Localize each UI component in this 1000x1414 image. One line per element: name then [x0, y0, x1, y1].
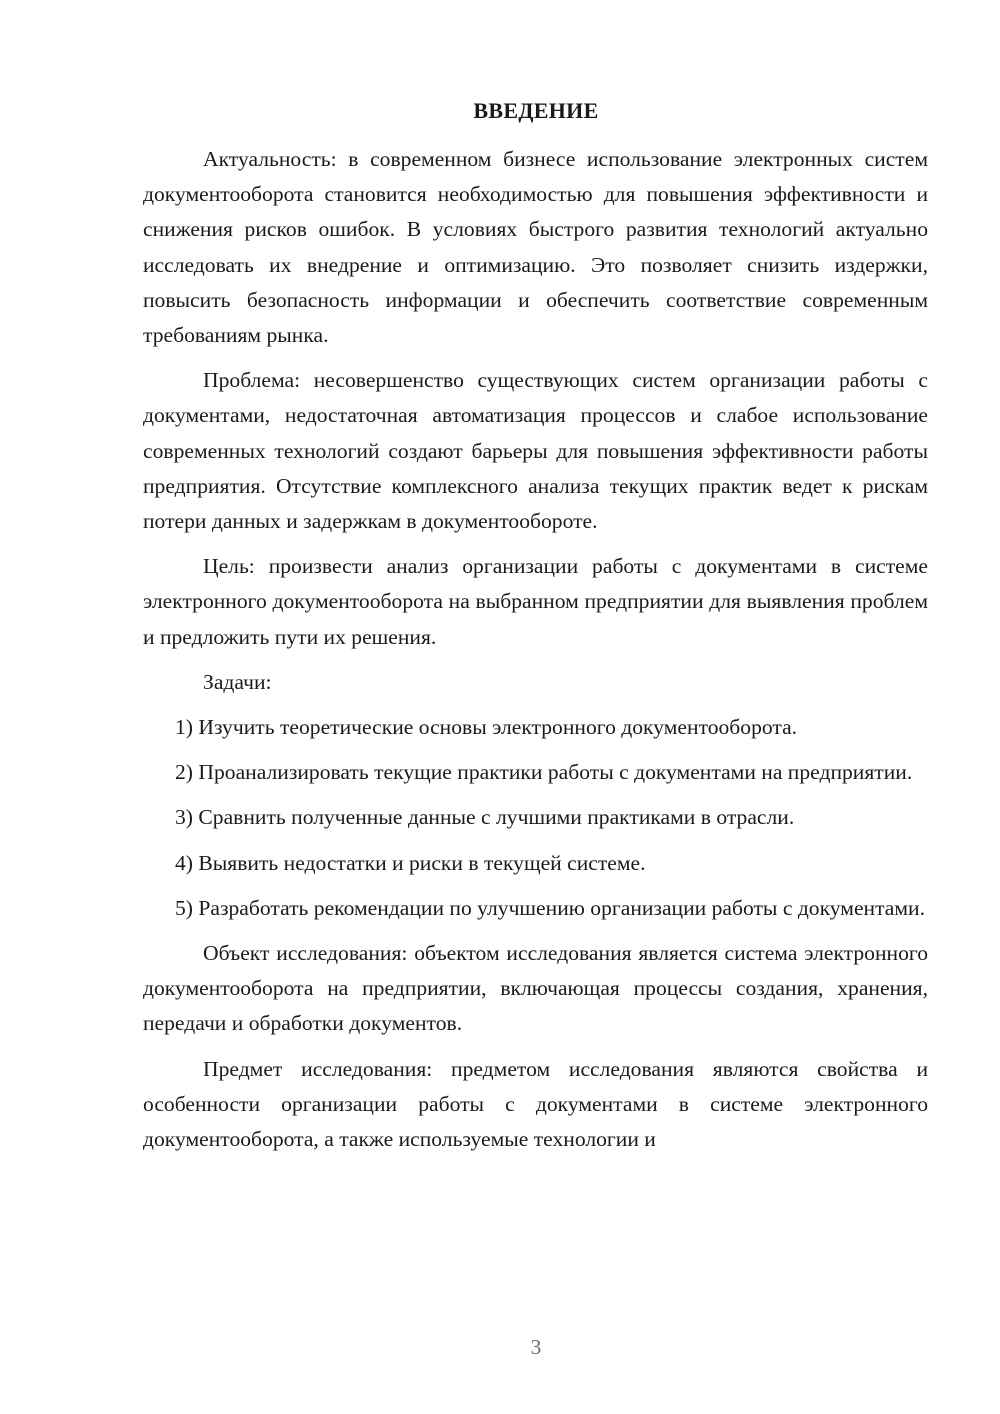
page-title: ВВЕДЕНИЕ — [473, 98, 599, 123]
paragraph-object: Объект исследования: объектом исследования является система электронного документооборота на предприятии, включающая процессы создания, хранения, передачи и обработки документов. — [143, 941, 928, 1036]
task-item-3: 3) Сравнить полученные данные с лучшими практиками в отрасли. — [175, 805, 795, 830]
page-number: 3 — [530, 1335, 542, 1359]
task-item-5: 5) Разработать рекомендации по улучшению организации работы с документами. — [175, 895, 926, 920]
paragraph-goal: Цель: произвести анализ организации работы с документами в системе электронного документооборота на выбранном предприятии для выявления проблем и предложить пути их решения. — [143, 554, 928, 649]
paragraph-problem: Проблема: несовершенство существующих систем организации работы с документами, недостаточная автоматизация процессов и слабое использование современных технологий создают барьеры для повышения эффективности работы предприятия. Отсутствие комплексного анализа текущих практик ведет к рискам потери данных и задержкам в документообороте. — [143, 368, 928, 534]
paragraph-subject: Предмет исследования: предметом исследования являются свойства и особенности организации работы с документами в системе электронного документооборота, а также используемые технологии и — [143, 1056, 928, 1152]
paragraph-relevance: Актуальность: в современном бизнесе использование электронных систем документооборота становится необходимостью для повышения эффективности и снижения рисков ошибок. В условиях быстрого развития технологий актуально исследовать их внедрение и оптимизацию. Это позволяет снизить издержки, повысить безопасность информации и обеспечить соответствие современным требованиям рынка. — [143, 147, 928, 348]
paragraph-tasks-heading: Задачи: — [203, 669, 272, 694]
task-item-4: 4) Выявить недостатки и риски в текущей системе. — [175, 850, 646, 875]
task-item-1: 1) Изучить теоретические основы электронного документооборота. — [175, 715, 798, 740]
task-item-2: 2) Проанализировать текущие практики работы с документами на предприятии. — [175, 760, 913, 785]
document-body — [143, 142, 928, 1167]
